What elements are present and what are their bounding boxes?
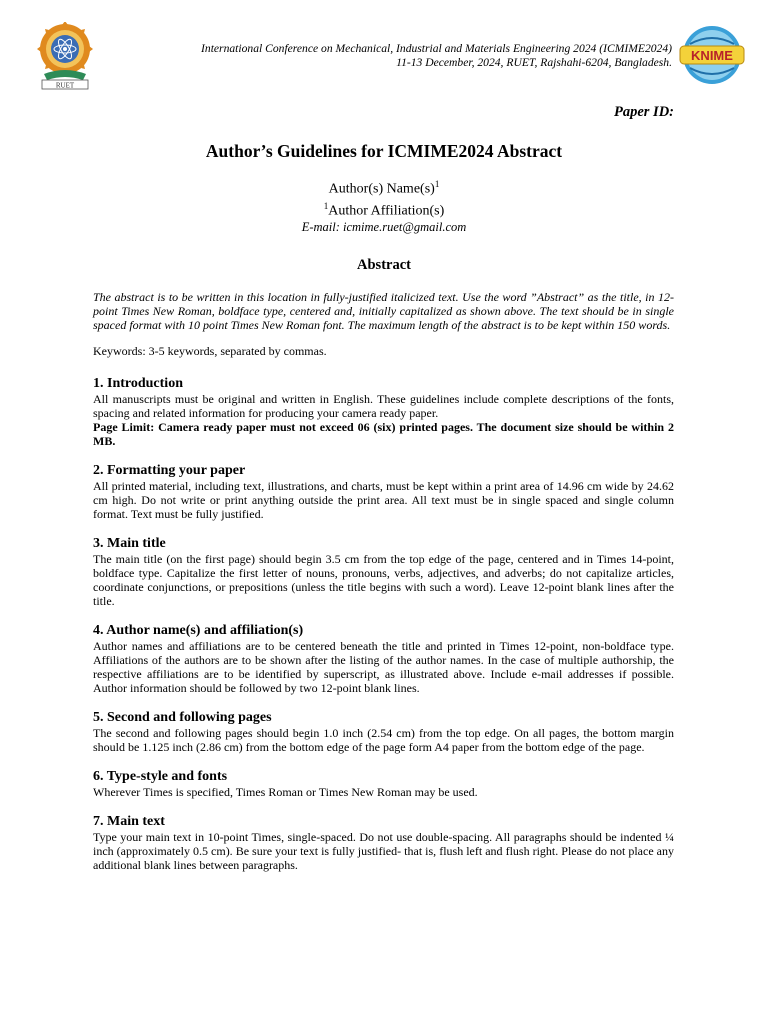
author-email: E-mail: icmime.ruet@gmail.com [301,220,467,235]
icmime-logo [676,24,748,86]
section-text: All printed material, including text, illustrations, and charts, must be kept within a print area of 14.96 cm wide by 24.62 cm high. Do not write or print anything outside the print area. All text must be in single spaced and single column format. Text must be fully justified. [93,479,674,521]
document-body [93,290,674,872]
section-title: 3. Main title [93,536,166,551]
section-following-pages [93,710,674,754]
section-type-style [93,769,674,799]
conference-name: International Conference on Mechanical, Industrial and Materials Engineering 2024 (ICMIME2024) [201,42,672,55]
abstract-heading: Abstract [357,257,411,273]
abstract-text: The abstract is to be written in this location in fully-justified italicized text. Use the word ”Abstract” as the title, in 12-point Times New Roman, boldface type, centered and, initially capitalized as shown above. The text should be in single spaced format with 10 point Times New Roman font. The maximum length of the abstract is to be kept within 150 words. [93,290,674,332]
author-names [0,176,768,198]
section-title: 4. Author name(s) and affiliation(s) [93,623,304,638]
section-text: The main title (on the first page) should begin 3.5 cm from the top edge of the page, centered and in Times 14-point, boldface type. Capitalize the first letter of nouns, pronouns, verbs, adjectives, and adverbs; do not capitalize articles, coordinate conjunctions, or prepositions (unless the title begins with such a word). Leave 12-point blank lines after the title. [93,552,674,608]
section-text: The second and following pages should begin 1.0 inch (2.54 cm) from the top edge. On all pages, the bottom margin should be 1.125 inch (2.86 cm) from the bottom edge of the page form A4 paper from the bottom edge of the page. [93,726,674,754]
conference-date-venue: 11-13 December, 2024, RUET, Rajshahi-6204, Bangladesh. [396,55,672,69]
section-text: All manuscripts must be original and written in English. These guidelines include complete descriptions of the fonts, spacing and related information for producing your camera ready paper. [93,392,674,420]
author-affiliation-text: Author Affiliation(s) [328,203,445,219]
conference-header [150,42,672,69]
page-limit-note: Page Limit: Camera ready paper must not exceed 06 (six) printed pages. The document size should be within 2 MB. [93,420,674,448]
affiliation-superscript: 1 [323,200,329,211]
section-main-title [93,536,674,608]
section-title: 5. Second and following pages [93,710,272,725]
keywords: Keywords: 3-5 keywords, separated by commas. [93,344,327,358]
author-block [0,176,768,235]
section-title: 7. Main text [93,814,165,829]
section-formatting [93,463,674,521]
section-author-names [93,623,674,695]
section-text: Author names and affiliations are to be centered beneath the title and printed in Times 12-point, non-boldface type. Affiliations of the authors are to be shown after the listing of the author names. In the case of multiple authorship, the respective affiliations are to be identified by superscript, as illustrated above. Include e-mail addresses if possible. Author information should be followed by two 12-point blank lines. [93,639,674,695]
section-title: 1. Introduction [93,376,183,391]
section-text: Type your main text in 10-point Times, single-spaced. Do not use double-spacing. All paragraphs should be indented ¼ inch (approximately 0.5 cm). Be sure your text is fully justified- that is, flush left and flush right. Please do not place any additional blank lines between paragraphs. [93,830,674,872]
page-title: Author’s Guidelines for ICMIME2024 Abstract [205,141,563,161]
author-names-text: Author(s) Name(s) [328,181,435,197]
icmime-logo-text: KNIME [691,48,733,63]
section-main-text [93,814,674,872]
paper-id-label: Paper ID: [613,104,674,120]
section-title: 2. Formatting your paper [93,463,246,478]
author-names-superscript: 1 [434,179,440,189]
ruet-logo [34,22,96,90]
section-text: Wherever Times is specified, Times Roman or Times New Roman may be used. [93,785,478,799]
ruet-logo-text: RUET [55,81,75,90]
section-introduction [93,376,674,448]
section-title: 6. Type-style and fonts [93,769,228,784]
author-affiliation [0,198,768,220]
